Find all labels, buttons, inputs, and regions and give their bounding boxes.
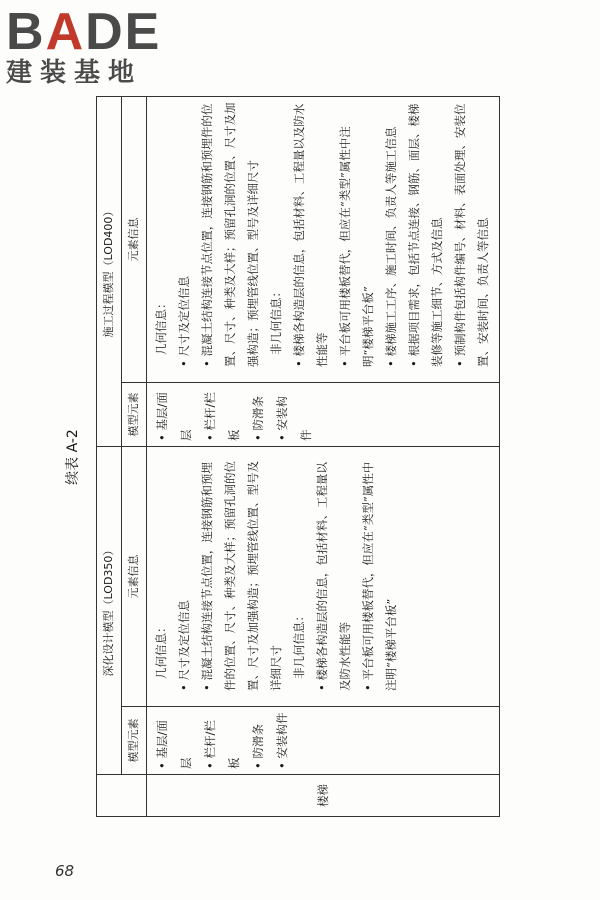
group-header-lod400: 施工过程模型（LOD400）	[97, 97, 122, 447]
list-item: • 安装构件	[275, 396, 314, 441]
lod350-elements	[147, 707, 500, 775]
col-header-model-400: 模型元素	[122, 383, 147, 447]
lod400-elements	[147, 383, 500, 447]
lod400-info	[147, 97, 500, 383]
list-item: • 混凝土结构连接节点位置，连接钢筋和预埋件的位置、尺寸、种类及大样；预留孔洞的位置、尺寸及加强构造；预埋管线位置、型号及详细尺寸	[200, 461, 284, 691]
geo-heading: 几何信息：	[154, 297, 169, 355]
table-group-header-row	[97, 97, 122, 817]
list-item: • 栏杆/栏板	[203, 392, 242, 441]
list-item: • 预制构件包括构件编号、材料、表面处理、安装位置、安装时间、负责人等信息	[453, 103, 491, 367]
list-item: • 平台板可用楼板替代，但应在“类型”属性中注明“楼梯平台板”	[338, 126, 376, 367]
list-item: • 混凝土结构连接节点位置，连接钢筋和预埋件的位置、尺寸、种类及大样；预留孔洞的位置、尺寸及加强构造；预埋管线位置、型号及详细尺寸	[200, 102, 261, 367]
list-item: • 栏杆/栏板	[203, 720, 242, 769]
col-header-info-350: 元素信息	[122, 447, 147, 707]
logo-subtitle: 建装基地	[6, 58, 143, 88]
table-column-header-row	[122, 97, 147, 817]
list-item: • 防滑条	[251, 396, 266, 441]
table-row	[147, 97, 500, 817]
list-item: • 基层/面层	[155, 392, 194, 441]
col-header-info-400: 元素信息	[122, 97, 147, 383]
nongeo-heading: 非几何信息：	[269, 286, 284, 355]
list-item: • 平台板可用楼板替代，但应在“类型”属性中注明“楼梯平台板”	[361, 461, 399, 691]
list-item: • 基层/面层	[155, 720, 194, 769]
list-item: • 楼梯各构造层的信息，包括材料、工程量以及防水性能等	[315, 462, 353, 691]
col-header-model-350: 模型元素	[122, 707, 147, 775]
group-header-lod350: 深化设计模型（LOD350）	[97, 447, 122, 775]
table-caption: 续表 A-2	[65, 429, 81, 485]
list-item: • 尺寸及定位信息	[177, 600, 192, 691]
list-item: • 楼梯各构造层的信息，包括材料、工程量以及防水性能等	[292, 103, 330, 367]
list-item: • 防滑条	[251, 724, 266, 769]
list-item: • 根据项目需求，包括节点连接、钢筋、面层、楼梯装修等施工细节、方式及信息	[407, 103, 445, 367]
list-item: • 安装构件	[275, 712, 290, 769]
brand-logo	[6, 3, 176, 92]
page-number: 68	[55, 862, 75, 880]
row-label: 楼梯	[147, 775, 500, 817]
lod-spec-table	[96, 96, 500, 817]
rotated-page	[60, 97, 500, 817]
nongeo-heading: 非几何信息：	[292, 610, 307, 679]
row-label-header	[97, 775, 147, 817]
geo-heading: 几何信息：	[154, 621, 169, 679]
lod350-info	[147, 447, 500, 707]
list-item: • 尺寸及定位信息	[177, 276, 192, 367]
list-item: • 楼梯施工工序、施工时间、负责人等施工信息	[384, 126, 399, 367]
logo-mark: BADE	[6, 3, 162, 61]
